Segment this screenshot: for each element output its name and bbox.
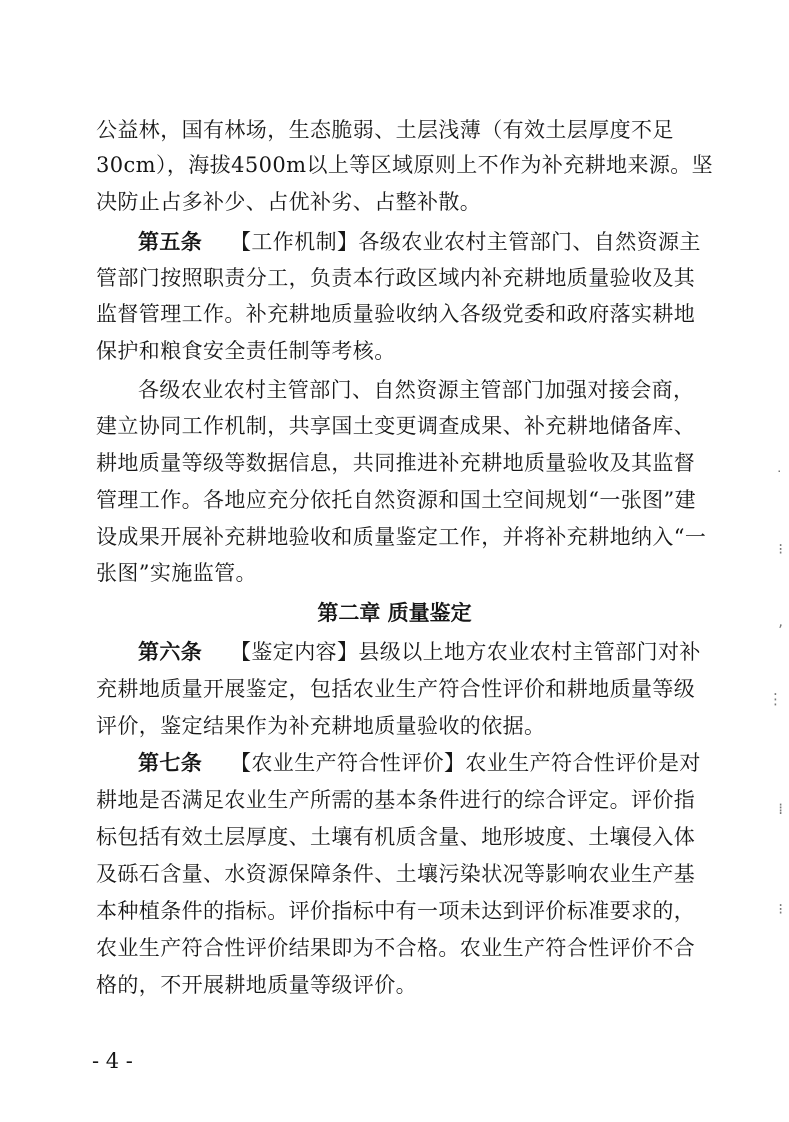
scan-edge-mark: ⁝	[778, 540, 783, 558]
text-line: 【工作机制】各级农业农村主管部门、自然资源主	[230, 230, 701, 254]
text-line: 30cm），海拔4500m以上等区域原则上不作为补充耕地来源。坚	[96, 153, 714, 177]
scan-edge-mark: ⁝	[778, 900, 783, 918]
text-line: 【农业生产符合性评价】农业生产符合性评价是对	[230, 751, 701, 775]
text-line: 本种植条件的指标。评价指标中有一项未达到评价标准要求的，	[96, 899, 696, 923]
text-line: 及砾石含量、水资源保障条件、土壤污染状况等影响农业生产基	[96, 862, 696, 886]
text-line: 管部门按照职责分工，负责本行政区域内补充耕地质量验收及其	[96, 266, 696, 290]
page-number: - 4 -	[92, 1049, 133, 1073]
text-line: 耕地质量等级等数据信息，共同推进补充耕地质量验收及其监督	[96, 451, 696, 475]
scan-edge-mark: ,	[778, 612, 783, 630]
text-line: 格的，不开展耕地质量等级评价。	[96, 973, 417, 997]
text-line: 保护和粮食安全责任制等考核。	[96, 339, 396, 363]
text-line: 农业生产符合性评价结果即为不合格。农业生产符合性评价不合	[96, 936, 696, 960]
text-line: 评价，鉴定结果作为补充耕地质量验收的依据。	[96, 714, 546, 738]
article-heading: 第七条	[138, 751, 203, 775]
text-line: 监督管理工作。补充耕地质量验收纳入各级党委和政府落实耕地	[96, 302, 696, 326]
text-line: 建立协同工作机制，共享国土变更调查成果、补充耕地储备库、	[96, 414, 696, 438]
text-line: 张图”实施监管。	[96, 561, 257, 585]
article-heading: 第五条	[138, 230, 203, 254]
article-heading: 第六条	[138, 640, 203, 664]
text-line: 管理工作。各地应充分依托自然资源和国土空间规划“一张图”建	[96, 488, 697, 512]
text-line: 耕地是否满足农业生产所需的基本条件进行的综合评定。评价指	[96, 788, 696, 812]
text-line: 决防止占多补少、占优补劣、占整补散。	[96, 190, 482, 214]
chapter-heading: 第二章 质量鉴定	[317, 601, 472, 625]
scan-edge-mark: ⋮	[768, 690, 783, 708]
text-line: 充耕地质量开展鉴定，包括农业生产符合性评价和耕地质量等级	[96, 677, 696, 701]
text-line: 公益林，国有林场，生态脆弱、土层浅薄（有效土层厚度不足	[96, 118, 674, 142]
text-line: 各级农业农村主管部门、自然资源主管部门加强对接会商，	[138, 378, 695, 402]
scan-edge-mark: ˙	[775, 468, 783, 486]
text-line: 标包括有效土层厚度、土壤有机质含量、地形坡度、土壤侵入体	[96, 825, 696, 849]
text-line: 【鉴定内容】县级以上地方农业农村主管部门对补	[230, 640, 701, 664]
text-line: 设成果开展补充耕地验收和质量鉴定工作，并将补充耕地纳入“一	[96, 525, 707, 549]
scan-edge-mark: ⁞	[778, 800, 783, 818]
